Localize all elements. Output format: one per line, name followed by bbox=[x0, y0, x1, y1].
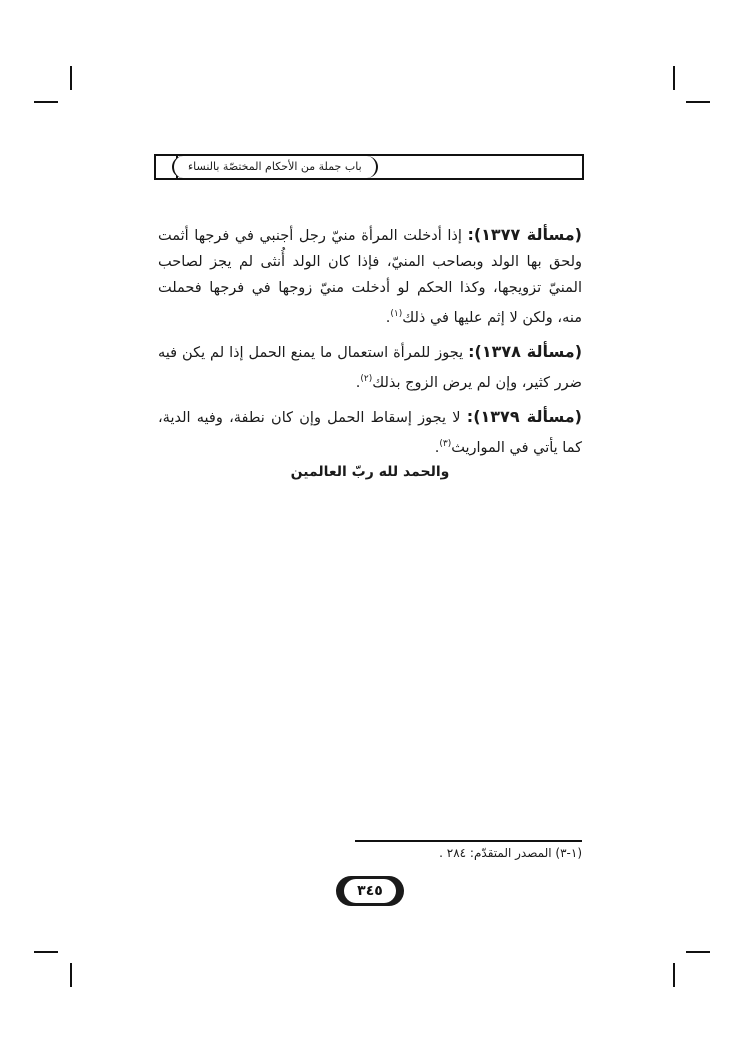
footnote-separator bbox=[355, 840, 582, 842]
crop-mark-bottom-right-h bbox=[686, 951, 710, 953]
issue-1379-end: . bbox=[434, 439, 440, 456]
issue-1378-text: يجوز للمرأة استعمال ما يمنع الحمل إذا لم يكن فيه ضرر كثير، وإن لم يرض الزوج بذلك bbox=[158, 344, 582, 391]
issue-1379-text: لا يجوز إسقاط الحمل وإن كان نطفة، وفيه الدية، كما يأتي في المواريث bbox=[158, 409, 582, 456]
issue-1378-label: (مسألة ١٣٧٨): bbox=[468, 341, 583, 361]
issue-1379-paragraph bbox=[158, 404, 582, 461]
crop-mark-bottom-left-h bbox=[34, 951, 58, 953]
crop-mark-top-right-v bbox=[673, 66, 675, 90]
footnote-ref-3[interactable]: (٣) bbox=[439, 438, 452, 449]
page-number: ٣٤٥ bbox=[344, 879, 396, 903]
crop-mark-top-left-v bbox=[70, 66, 72, 90]
running-header-title: باب جملة من الأحكام المختصّة بالنساء bbox=[172, 156, 378, 178]
footnote-ref-1[interactable]: (١) bbox=[390, 309, 403, 319]
main-text bbox=[158, 222, 582, 468]
footnote-ref-2[interactable]: (٢) bbox=[360, 373, 373, 384]
page-number-badge bbox=[336, 876, 404, 906]
issue-1378-paragraph bbox=[158, 339, 582, 396]
issue-1377-end: . bbox=[385, 309, 391, 326]
closing-line: والحمد لله ربّ العالمين bbox=[290, 464, 450, 480]
footnote-text: (١-٣) المصدر المتقدّم: ٢٨٤ . bbox=[439, 846, 582, 860]
issue-1377-text: إذا أدخلت المرأة منيّ رجل أجنبي في فرجها أثمت ولحق بها الولد وبصاحب المنيّ، فإذا كان الولد أُنثى لم يجز لصاحب المنيّ تزويجها، وكذا الحكم لو أدخلت منيّ زوجها في فرجها فحملت منه، ولكن لا إثم عليها في ذلك bbox=[158, 228, 582, 326]
issue-1378-end: . bbox=[355, 374, 361, 391]
crop-mark-top-left-h bbox=[34, 101, 58, 103]
crop-mark-top-right-h bbox=[686, 101, 710, 103]
crop-mark-bottom-right-v bbox=[673, 963, 675, 987]
issue-1377-label: (مسألة ١٣٧٧): bbox=[467, 225, 582, 244]
crop-mark-bottom-left-v bbox=[70, 963, 72, 987]
issue-1379-label: (مسألة ١٣٧٩): bbox=[466, 406, 582, 426]
issue-1377-paragraph bbox=[158, 222, 582, 331]
